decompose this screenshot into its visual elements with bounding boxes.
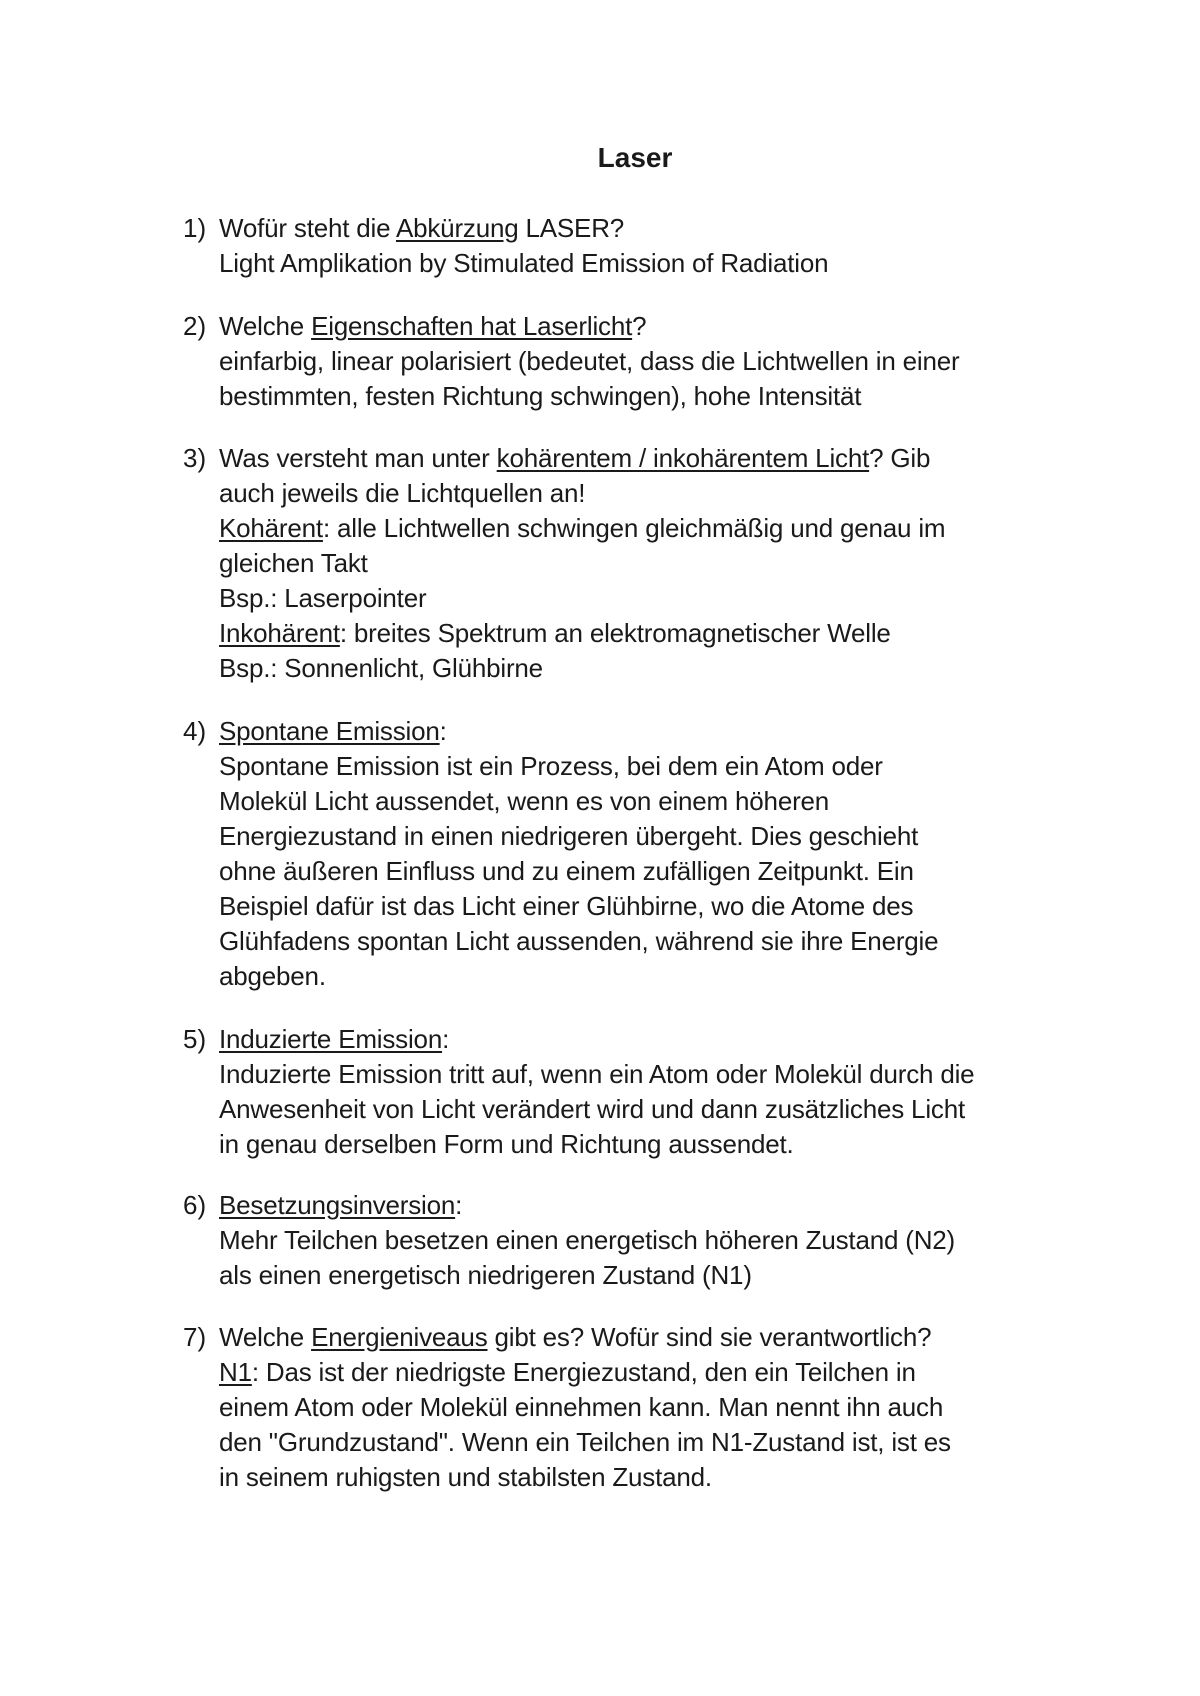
question-heading: [219, 211, 1113, 246]
heading-keyword: Induzierte Emission: [219, 1024, 443, 1054]
answer-line: in seinem ruhigsten und stabilsten Zustand.: [219, 1462, 712, 1492]
question-number: 1): [183, 213, 207, 243]
answer-line: [219, 616, 1113, 651]
question-1: [183, 211, 1113, 281]
answer-line: in genau derselben Form und Richtung aussendet.: [219, 1129, 794, 1159]
question-body: [219, 1188, 1113, 1293]
answer-line: Bsp.: Sonnenlicht, Glühbirne: [219, 653, 543, 683]
question-body: [219, 441, 1113, 686]
question-body: [219, 714, 1113, 994]
question-number: 7): [183, 1322, 207, 1352]
answer-line: ohne äußeren Einfluss und zu einem zufälligen Zeitpunkt. Ein: [219, 856, 914, 886]
question-body: [219, 211, 1113, 281]
heading-keyword: Abkürzung: [395, 213, 519, 243]
question-heading: [219, 441, 1113, 476]
answer-line: einfarbig, linear polarisiert (bedeutet, dass die Lichtwellen in einer: [219, 346, 960, 376]
heading-text: :: [442, 1024, 450, 1054]
question-heading: [219, 1188, 1113, 1223]
answer-line: [219, 511, 1113, 546]
answer-line: abgeben.: [219, 961, 326, 991]
question-heading: [219, 714, 1113, 749]
answer-line: Spontane Emission ist ein Prozess, bei dem ein Atom oder: [219, 751, 883, 781]
answer-line: Anwesenheit von Licht verändert wird und dann zusätzliches Licht: [219, 1094, 965, 1124]
question-heading: [219, 1320, 1113, 1355]
answer-line: einem Atom oder Molekül einnehmen kann. Man nennt ihn auch: [219, 1392, 944, 1422]
question-body: [219, 309, 1113, 414]
question-2: [183, 309, 1113, 414]
answer-line: Mehr Teilchen besetzen einen energetisch höheren Zustand (N2): [219, 1225, 955, 1255]
question-7: [183, 1320, 1113, 1495]
answer-line: Beispiel dafür ist das Licht einer Glühbirne, wo die Atome des: [219, 891, 914, 921]
heading-keyword: Spontane Emission: [219, 716, 440, 746]
heading-text: :: [439, 716, 447, 746]
answer-line: Bsp.: Laserpointer: [219, 583, 427, 613]
heading-text: Welche: [219, 311, 312, 341]
answer-line: Glühfadens spontan Licht aussenden, während sie ihre Energie: [219, 926, 939, 956]
heading-keyword: Besetzungsinversion: [219, 1190, 456, 1220]
answer-line: Energiezustand in einen niedrigeren übergeht. Dies geschieht: [219, 821, 919, 851]
answer-line: gleichen Takt: [219, 548, 368, 578]
question-number: 2): [183, 311, 207, 341]
term-definition: : Das ist der niedrigste Energiezustand, den ein Teilchen in: [251, 1357, 916, 1387]
question-body: [219, 1022, 1113, 1162]
heading-keyword: Eigenschaften hat Laserlicht: [311, 311, 633, 341]
term-definition: : breites Spektrum an elektromagnetischer Welle: [339, 618, 891, 648]
answer-line: Light Amplikation by Stimulated Emission of Radiation: [219, 248, 829, 278]
answer-line: bestimmten, festen Richtung schwingen), hohe Intensität: [219, 381, 862, 411]
question-number: 5): [183, 1024, 207, 1054]
heading-text: Was versteht man unter: [219, 443, 497, 473]
answer-line: auch jeweils die Lichtquellen an!: [219, 478, 586, 508]
heading-text: :: [455, 1190, 463, 1220]
heading-keyword: kohärentem / inkohärentem Licht: [496, 443, 870, 473]
question-5: [183, 1022, 1113, 1162]
heading-keyword: Energieniveaus: [311, 1322, 488, 1352]
term-label: Inkohärent: [219, 618, 340, 648]
term-label: Kohärent: [219, 513, 323, 543]
question-heading: [219, 1022, 1113, 1057]
heading-text: ? Gib: [869, 443, 931, 473]
answer-line: als einen energetisch niedrigeren Zustand (N1): [219, 1260, 752, 1290]
answer-line: [219, 1355, 1113, 1390]
question-6: [183, 1188, 1113, 1293]
heading-text: Wofür steht die: [219, 213, 396, 243]
question-number: 3): [183, 443, 207, 473]
heading-text: ?: [632, 311, 647, 341]
question-3: [183, 441, 1113, 686]
answer-line: Induzierte Emission tritt auf, wenn ein Atom oder Molekül durch die: [219, 1059, 975, 1089]
question-4: [183, 714, 1113, 994]
question-heading: [219, 309, 1113, 344]
heading-text: LASER?: [518, 213, 625, 243]
page-title: Laser: [597, 142, 673, 173]
heading-text: Welche: [219, 1322, 312, 1352]
question-number: 6): [183, 1190, 207, 1220]
question-number: 4): [183, 716, 207, 746]
heading-text: gibt es? Wofür sind sie verantwortlich?: [487, 1322, 932, 1352]
term-definition: : alle Lichtwellen schwingen gleichmäßig und genau im: [322, 513, 946, 543]
question-body: [219, 1320, 1113, 1495]
answer-line: den "Grundzustand". Wenn ein Teilchen im N1-Zustand ist, ist es: [219, 1427, 951, 1457]
term-label: N1: [219, 1357, 252, 1387]
answer-line: Molekül Licht aussendet, wenn es von einem höheren: [219, 786, 830, 816]
